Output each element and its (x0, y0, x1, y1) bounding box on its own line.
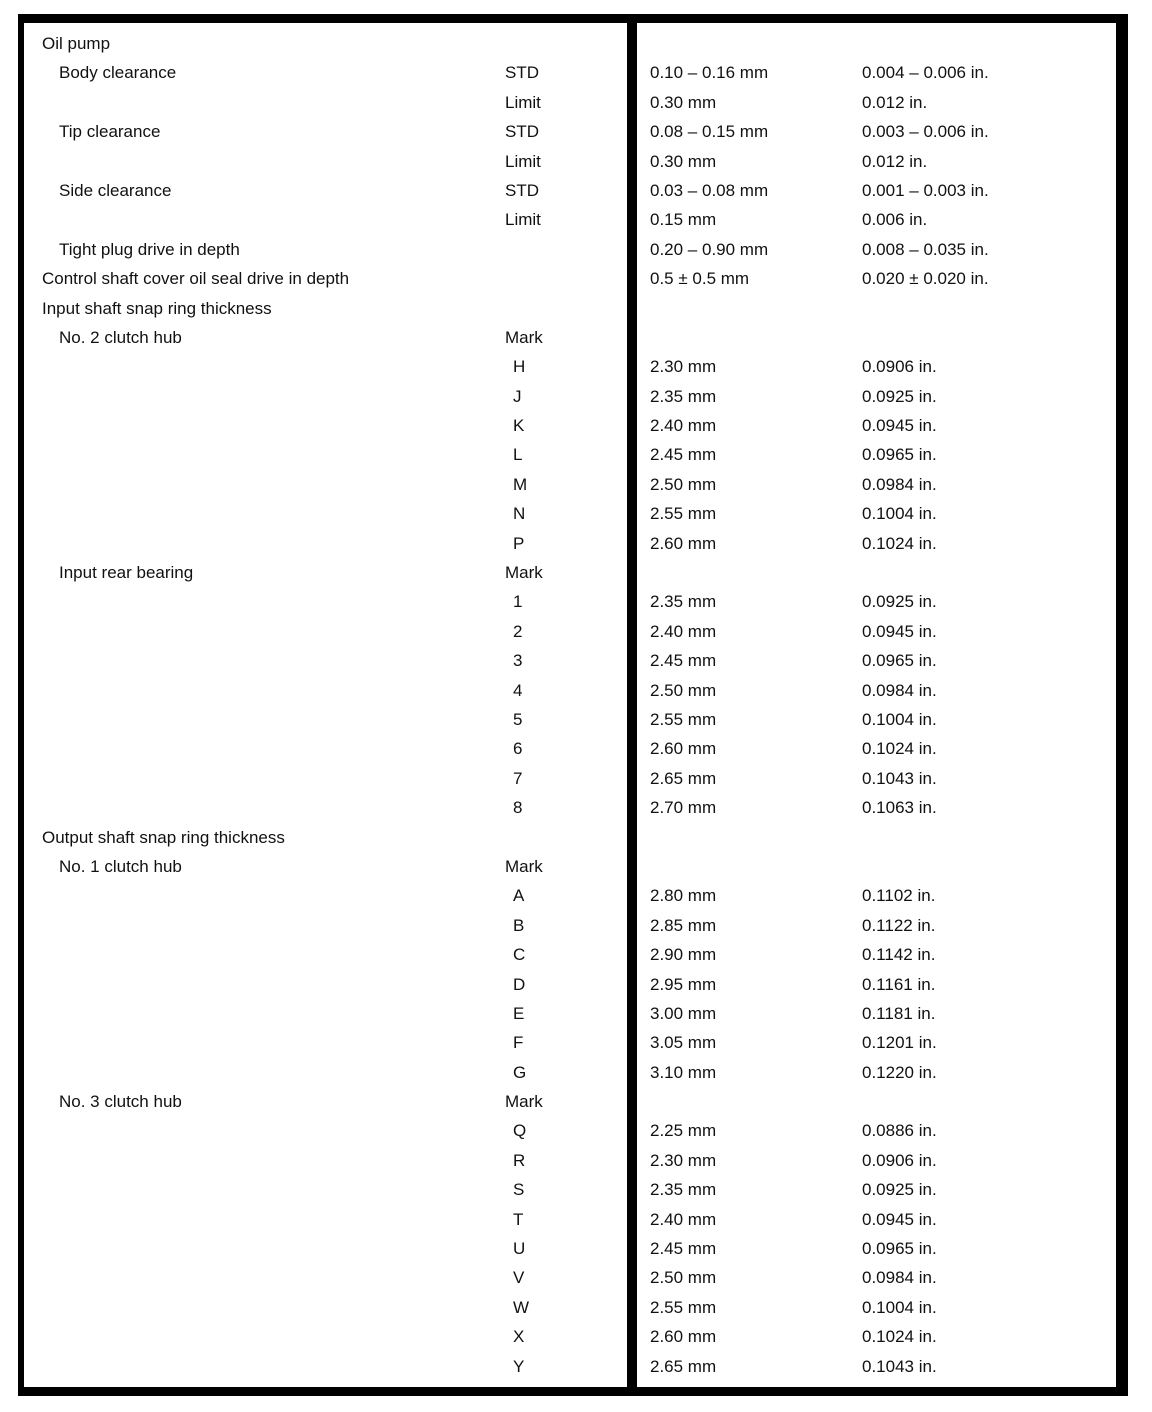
row-condition: P (513, 533, 525, 553)
row-value-inch: 0.1024 in. (862, 739, 937, 759)
table-row (0, 1116, 1152, 1145)
table-row (0, 705, 1152, 734)
row-value-inch: 0.0906 in. (862, 1150, 937, 1170)
table-row (0, 529, 1152, 558)
table-row (0, 1058, 1152, 1087)
row-value-inch: 0.0965 in. (862, 651, 937, 671)
row-condition: D (513, 974, 526, 994)
row-condition: L (513, 445, 523, 465)
table-row (0, 1293, 1152, 1322)
row-value-inch: 0.1102 in. (862, 886, 936, 906)
row-condition: W (513, 1297, 530, 1317)
table-row (0, 617, 1152, 646)
table-row (0, 734, 1152, 763)
table-row (0, 29, 1152, 58)
row-value-mm: 2.65 mm (650, 768, 717, 788)
row-condition: H (513, 357, 526, 377)
row-condition: T (513, 1209, 524, 1229)
row-condition: N (513, 504, 526, 524)
table-row (0, 764, 1152, 793)
row-value-inch: 0.0984 in. (862, 1268, 937, 1288)
table-row (0, 1234, 1152, 1263)
table-row (0, 1175, 1152, 1204)
table-row (0, 117, 1152, 146)
row-condition: Limit (505, 151, 541, 171)
row-value-mm: 2.85 mm (650, 915, 717, 935)
row-value-mm: 0.5 ± 0.5 mm (650, 269, 750, 289)
table-row (0, 793, 1152, 822)
row-value-inch: 0.0925 in. (862, 386, 937, 406)
row-value-inch: 0.0886 in. (862, 1121, 937, 1141)
row-condition: A (513, 886, 525, 906)
row-value-mm: 3.00 mm (650, 1003, 717, 1023)
row-value-mm: 0.30 mm (650, 151, 717, 171)
table-row (0, 58, 1152, 87)
row-condition: G (513, 1062, 527, 1082)
row-label: Side clearance (59, 180, 172, 200)
row-value-mm: 0.20 – 0.90 mm (650, 239, 769, 259)
row-condition: C (513, 945, 526, 965)
row-condition: X (513, 1327, 525, 1347)
row-condition: E (513, 1003, 525, 1023)
row-value-inch: 0.004 – 0.006 in. (862, 63, 989, 83)
table-row (0, 1352, 1152, 1381)
row-value-mm: 2.60 mm (650, 1327, 717, 1347)
table-row (0, 294, 1152, 323)
table-row (0, 499, 1152, 528)
row-value-inch: 0.006 in. (862, 210, 928, 230)
row-value-inch: 0.1004 in. (862, 1297, 937, 1317)
row-label: Tight plug drive in depth (59, 239, 240, 259)
row-condition: Mark (505, 1092, 543, 1112)
row-condition: Mark (505, 563, 543, 583)
table-row (0, 411, 1152, 440)
row-value-mm: 2.35 mm (650, 1180, 717, 1200)
row-value-inch: 0.0925 in. (862, 592, 937, 612)
table-row (0, 88, 1152, 117)
row-value-mm: 2.55 mm (650, 709, 717, 729)
row-label: Oil pump (42, 34, 111, 53)
row-label: Control shaft cover oil seal drive in depth (42, 269, 350, 289)
row-value-inch: 0.1181 in. (862, 1003, 936, 1023)
row-value-inch: 0.0925 in. (862, 1180, 937, 1200)
table-row (0, 382, 1152, 411)
row-value-inch: 0.1004 in. (862, 709, 937, 729)
row-condition: 7 (513, 768, 523, 788)
row-condition: Limit (505, 210, 541, 230)
row-condition: Mark (505, 856, 543, 876)
row-label: Output shaft snap ring thickness (42, 827, 285, 847)
row-value-inch: 0.1043 in. (862, 1356, 937, 1376)
row-condition: V (513, 1268, 525, 1288)
row-value-mm: 2.40 mm (650, 416, 717, 436)
table-row (0, 999, 1152, 1028)
row-condition: 8 (513, 798, 523, 818)
row-label: No. 3 clutch hub (59, 1092, 182, 1112)
table-row (0, 205, 1152, 234)
row-value-mm: 2.40 mm (650, 1209, 717, 1229)
row-condition: 4 (513, 680, 523, 700)
spec-table (0, 29, 1152, 1381)
row-condition: Limit (505, 92, 541, 112)
row-value-inch: 0.0945 in. (862, 416, 937, 436)
row-value-mm: 3.10 mm (650, 1062, 717, 1082)
row-value-mm: 3.05 mm (650, 1033, 717, 1053)
row-value-inch: 0.0984 in. (862, 680, 937, 700)
row-label: Body clearance (59, 63, 177, 83)
row-value-mm: 2.45 mm (650, 651, 717, 671)
row-condition: STD (505, 63, 539, 83)
row-condition: 3 (513, 651, 523, 671)
table-row (0, 970, 1152, 999)
row-label: Input rear bearing (59, 563, 194, 583)
row-value-inch: 0.1161 in. (862, 974, 936, 994)
row-condition: STD (505, 122, 539, 142)
row-value-inch: 0.0945 in. (862, 621, 937, 641)
row-value-mm: 2.35 mm (650, 386, 717, 406)
row-condition: K (513, 416, 525, 436)
row-value-mm: 2.80 mm (650, 886, 717, 906)
row-condition: M (513, 474, 528, 494)
row-condition: 1 (513, 592, 523, 612)
row-value-inch: 0.0965 in. (862, 445, 937, 465)
row-label: No. 1 clutch hub (59, 856, 182, 876)
row-value-inch: 0.0984 in. (862, 474, 937, 494)
row-value-mm: 0.03 – 0.08 mm (650, 180, 769, 200)
table-row (0, 147, 1152, 176)
row-value-mm: 2.90 mm (650, 945, 717, 965)
table-row (0, 1322, 1152, 1351)
row-value-mm: 2.55 mm (650, 1297, 717, 1317)
row-value-inch: 0.1220 in. (862, 1062, 937, 1082)
row-value-inch: 0.1004 in. (862, 504, 937, 524)
row-condition: Mark (505, 327, 543, 347)
row-value-inch: 0.1043 in. (862, 768, 937, 788)
row-value-inch: 0.1024 in. (862, 533, 937, 553)
row-value-inch: 0.0965 in. (862, 1239, 937, 1259)
row-value-mm: 2.30 mm (650, 357, 717, 377)
row-value-mm: 2.40 mm (650, 621, 717, 641)
row-condition: U (513, 1239, 526, 1259)
row-condition: S (513, 1180, 525, 1200)
row-value-mm: 2.50 mm (650, 474, 717, 494)
table-row (0, 1263, 1152, 1292)
row-value-inch: 0.1063 in. (862, 798, 937, 818)
row-value-mm: 2.60 mm (650, 739, 717, 759)
table-row (0, 264, 1152, 293)
row-value-mm: 2.45 mm (650, 1239, 717, 1259)
row-value-mm: 0.08 – 0.15 mm (650, 122, 769, 142)
table-row (0, 176, 1152, 205)
row-value-inch: 0.012 in. (862, 151, 928, 171)
table-row (0, 235, 1152, 264)
row-label: Input shaft snap ring thickness (42, 298, 272, 318)
row-condition: 2 (513, 621, 523, 641)
row-condition: Y (513, 1356, 525, 1376)
row-value-inch: 0.001 – 0.003 in. (862, 180, 989, 200)
row-value-inch: 0.1122 in. (862, 915, 936, 935)
table-row (0, 587, 1152, 616)
table-row (0, 881, 1152, 910)
row-value-mm: 0.30 mm (650, 92, 717, 112)
row-value-inch: 0.008 – 0.035 in. (862, 239, 989, 259)
table-row (0, 323, 1152, 352)
row-value-inch: 0.012 in. (862, 92, 928, 112)
table-row (0, 352, 1152, 381)
table-row (0, 1087, 1152, 1116)
row-condition: R (513, 1150, 526, 1170)
table-row (0, 676, 1152, 705)
table-row (0, 940, 1152, 969)
row-condition: B (513, 915, 525, 935)
row-value-mm: 0.10 – 0.16 mm (650, 63, 769, 83)
table-row (0, 823, 1152, 852)
row-value-mm: 2.50 mm (650, 1268, 717, 1288)
row-value-mm: 2.30 mm (650, 1150, 717, 1170)
row-condition: F (513, 1033, 524, 1053)
table-row (0, 1146, 1152, 1175)
table-row (0, 646, 1152, 675)
table-row (0, 558, 1152, 587)
row-value-mm: 2.65 mm (650, 1356, 717, 1376)
row-label: No. 2 clutch hub (59, 327, 182, 347)
table-row (0, 470, 1152, 499)
table-row (0, 1205, 1152, 1234)
row-condition: STD (505, 180, 539, 200)
row-condition: J (513, 386, 522, 406)
row-value-inch: 0.1024 in. (862, 1327, 937, 1347)
row-value-mm: 2.70 mm (650, 798, 717, 818)
row-value-inch: 0.0906 in. (862, 357, 937, 377)
row-value-inch: 0.1201 in. (862, 1033, 937, 1053)
row-value-mm: 2.35 mm (650, 592, 717, 612)
row-value-mm: 2.45 mm (650, 445, 717, 465)
table-row (0, 911, 1152, 940)
row-condition: 6 (513, 739, 523, 759)
row-value-inch: 0.020 ± 0.020 in. (862, 269, 989, 289)
row-value-inch: 0.003 – 0.006 in. (862, 122, 989, 142)
row-value-mm: 2.25 mm (650, 1121, 717, 1141)
row-value-mm: 2.95 mm (650, 974, 717, 994)
table-row (0, 440, 1152, 469)
row-value-mm: 2.50 mm (650, 680, 717, 700)
table-row (0, 852, 1152, 881)
row-value-mm: 2.60 mm (650, 533, 717, 553)
row-condition: 5 (513, 709, 523, 729)
row-value-mm: 2.55 mm (650, 504, 717, 524)
row-condition: Q (513, 1121, 527, 1141)
row-label: Tip clearance (59, 122, 161, 142)
row-value-inch: 0.1142 in. (862, 945, 936, 965)
table-row (0, 1028, 1152, 1057)
row-value-mm: 0.15 mm (650, 210, 717, 230)
row-value-inch: 0.0945 in. (862, 1209, 937, 1229)
